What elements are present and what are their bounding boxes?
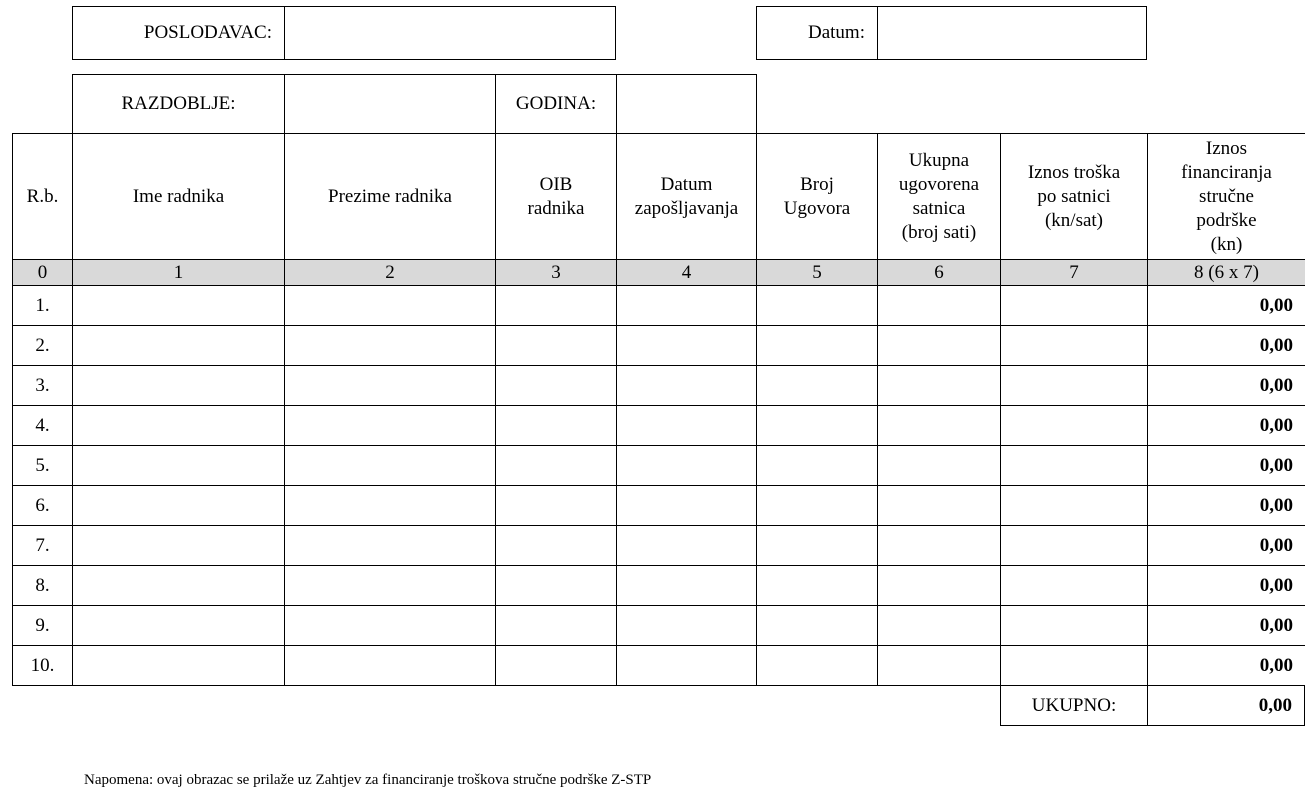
table-cell[interactable] [72, 565, 285, 606]
table-cell[interactable] [877, 325, 1001, 366]
table-cell[interactable] [72, 645, 285, 686]
table-cell[interactable] [495, 645, 617, 686]
table-cell[interactable] [616, 565, 757, 606]
table-cell[interactable] [877, 525, 1001, 566]
row-amount: 0,00 [1147, 645, 1305, 686]
table-cell[interactable] [495, 445, 617, 486]
table-cell[interactable] [756, 285, 878, 326]
table-cell[interactable] [72, 485, 285, 526]
column-number: 6 [877, 259, 1001, 286]
table-cell[interactable] [1000, 405, 1148, 446]
footnote: Napomena: ovaj obrazac se prilaže uz Zahtjev za financiranje troškova stručne podrške Z-STP [84, 772, 652, 788]
table-cell[interactable] [1000, 605, 1148, 646]
table-cell[interactable] [72, 445, 285, 486]
table-cell[interactable] [756, 565, 878, 606]
row-amount: 0,00 [1147, 405, 1305, 446]
row-amount: 0,00 [1147, 485, 1305, 526]
table-cell[interactable] [1000, 325, 1148, 366]
column-header: Prezime radnika [284, 133, 496, 260]
table-cell[interactable] [616, 365, 757, 406]
table-cell[interactable] [284, 565, 496, 606]
table-cell[interactable] [1000, 365, 1148, 406]
table-cell[interactable] [756, 365, 878, 406]
table-cell[interactable] [1000, 285, 1148, 326]
table-cell[interactable] [72, 525, 285, 566]
table-cell[interactable] [756, 325, 878, 366]
row-number: 4. [12, 405, 73, 446]
column-number: 7 [1000, 259, 1148, 286]
table-cell[interactable] [495, 605, 617, 646]
table-cell[interactable] [877, 285, 1001, 326]
table-cell[interactable] [284, 605, 496, 646]
date-field[interactable] [877, 6, 1147, 60]
table-cell[interactable] [72, 285, 285, 326]
column-header: Iznos troška po satnici (kn/sat) [1000, 133, 1148, 260]
table-cell[interactable] [877, 645, 1001, 686]
table-cell[interactable] [495, 365, 617, 406]
table-cell[interactable] [756, 405, 878, 446]
column-number: 8 (6 x 7) [1147, 259, 1305, 286]
table-cell[interactable] [616, 285, 757, 326]
table-cell[interactable] [616, 605, 757, 646]
row-amount: 0,00 [1147, 525, 1305, 566]
table-cell[interactable] [72, 405, 285, 446]
table-cell[interactable] [756, 485, 878, 526]
row-number: 10. [12, 645, 73, 686]
table-cell[interactable] [877, 565, 1001, 606]
row-number: 6. [12, 485, 73, 526]
table-cell[interactable] [756, 605, 878, 646]
column-number: 4 [616, 259, 757, 286]
table-cell[interactable] [495, 565, 617, 606]
column-number: 1 [72, 259, 285, 286]
table-cell[interactable] [877, 405, 1001, 446]
row-number: 2. [12, 325, 73, 366]
table-cell[interactable] [1000, 525, 1148, 566]
table-cell[interactable] [616, 325, 757, 366]
column-header: Ime radnika [72, 133, 285, 260]
table-cell[interactable] [284, 445, 496, 486]
column-number: 5 [756, 259, 878, 286]
table-cell[interactable] [72, 605, 285, 646]
row-amount: 0,00 [1147, 605, 1305, 646]
row-number: 7. [12, 525, 73, 566]
table-cell[interactable] [495, 285, 617, 326]
row-number: 9. [12, 605, 73, 646]
table-cell[interactable] [877, 445, 1001, 486]
row-amount: 0,00 [1147, 565, 1305, 606]
table-cell[interactable] [495, 485, 617, 526]
table-cell[interactable] [1000, 485, 1148, 526]
employer-label: POSLODAVAC: [72, 6, 285, 60]
table-cell[interactable] [284, 525, 496, 566]
table-cell[interactable] [616, 645, 757, 686]
row-number: 3. [12, 365, 73, 406]
table-cell[interactable] [495, 405, 617, 446]
column-header: OIB radnika [495, 133, 617, 260]
total-label: UKUPNO: [1000, 685, 1148, 726]
table-cell[interactable] [284, 285, 496, 326]
table-cell[interactable] [616, 485, 757, 526]
column-header: Broj Ugovora [756, 133, 878, 260]
period-label: RAZDOBLJE: [72, 74, 285, 134]
column-number: 0 [12, 259, 73, 286]
row-number: 1. [12, 285, 73, 326]
column-number: 2 [284, 259, 496, 286]
table-cell[interactable] [284, 365, 496, 406]
column-header: Ukupna ugovorena satnica (broj sati) [877, 133, 1001, 260]
table-cell[interactable] [756, 445, 878, 486]
table-cell[interactable] [756, 525, 878, 566]
table-cell[interactable] [877, 485, 1001, 526]
column-number: 3 [495, 259, 617, 286]
table-cell[interactable] [1000, 565, 1148, 606]
row-amount: 0,00 [1147, 365, 1305, 406]
table-cell[interactable] [72, 325, 285, 366]
table-cell[interactable] [616, 525, 757, 566]
table-cell[interactable] [284, 325, 496, 366]
table-cell[interactable] [616, 405, 757, 446]
employer-field[interactable] [284, 6, 616, 60]
table-cell[interactable] [284, 645, 496, 686]
date-label: Datum: [756, 6, 878, 60]
column-header: R.b. [12, 133, 73, 260]
column-header: Datum zapošljavanja [616, 133, 757, 260]
row-amount: 0,00 [1147, 325, 1305, 366]
year-field[interactable] [616, 74, 757, 134]
table-cell[interactable] [756, 645, 878, 686]
table-cell[interactable] [72, 365, 285, 406]
table-cell[interactable] [877, 365, 1001, 406]
table-cell[interactable] [495, 525, 617, 566]
year-label: GODINA: [495, 74, 617, 134]
column-header: Iznos financiranja stručne podrške (kn) [1147, 133, 1305, 260]
table-cell[interactable] [495, 325, 617, 366]
table-cell[interactable] [1000, 445, 1148, 486]
total-value: 0,00 [1147, 685, 1305, 726]
period-field[interactable] [284, 74, 496, 134]
row-amount: 0,00 [1147, 445, 1305, 486]
table-cell[interactable] [616, 445, 757, 486]
row-amount: 0,00 [1147, 285, 1305, 326]
table-cell[interactable] [284, 405, 496, 446]
table-cell[interactable] [284, 485, 496, 526]
table-cell[interactable] [1000, 645, 1148, 686]
table-cell[interactable] [877, 605, 1001, 646]
row-number: 8. [12, 565, 73, 606]
row-number: 5. [12, 445, 73, 486]
